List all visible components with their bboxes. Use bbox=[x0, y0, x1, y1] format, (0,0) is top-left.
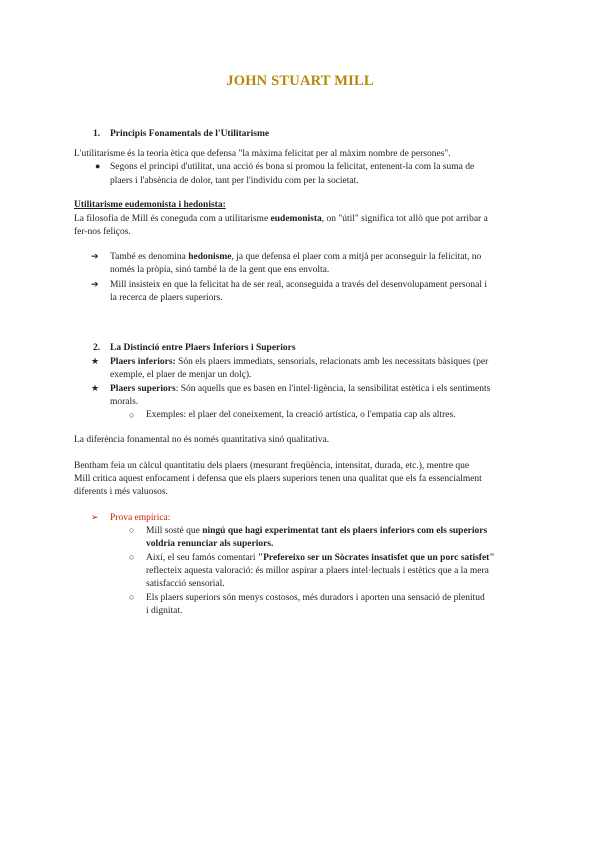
proof-item2-line2: reflecteix aquesta valoració: és millor aspirar a plaers intel·lectuals i estètics que a la mera bbox=[146, 566, 489, 576]
proof-item1-line2: voldria renunciar als superiors. bbox=[146, 539, 274, 549]
star-icon: ★ bbox=[91, 356, 100, 366]
arrow1-line1: També es denomina hedonisme, ja que defensa el plaer com a mitjà per aconseguir la felicitat, no bbox=[110, 252, 482, 262]
star-icon: ★ bbox=[91, 383, 100, 393]
circle-bullet-icon: ○ bbox=[129, 592, 135, 602]
inferior-line2: exemple, el plaer de menjar un dolç). bbox=[110, 370, 252, 380]
bentham-line3: diferents i més valuosos. bbox=[74, 487, 168, 497]
section2-heading: La Distinció entre Plaers Inferiors i Superiors bbox=[110, 343, 296, 353]
section2-number: 2. bbox=[93, 343, 101, 353]
eudemonism-line2: fer-nos feliços. bbox=[74, 227, 131, 237]
proof-label: Prova empírica: bbox=[110, 513, 171, 523]
arrow2-line1: Mill insisteix en que la felicitat ha de ser real, aconseguida a través del desenvolupament personal i bbox=[110, 280, 487, 290]
section1-number: 1. bbox=[93, 129, 101, 139]
superior-line1: Plaers superiors: Són aquells que es basen en l'intel·ligència, la sensibilitat estètica i els sentiments bbox=[110, 384, 491, 394]
section1-bullet-line1: Segons el principi d'utilitat, una acció és bona si promou la felicitat, entenent-la com la suma de bbox=[110, 162, 475, 172]
arrow1-line2: només la pròpia, sinó també la de la gent que ens envolta. bbox=[110, 265, 330, 275]
circle-bullet-icon: ○ bbox=[129, 410, 135, 420]
bentham-line2: Mill critica aquest enfocament i defensa que els plaers superiors tenen una qualitat que els fa essencialment bbox=[74, 474, 482, 484]
arrow2-line2: la recerca de plaers superiors. bbox=[110, 293, 223, 303]
proof-item1-line1: Mill sosté que ningú que hagi experimentat tant els plaers inferiors com els superiors bbox=[146, 526, 488, 536]
proof-item2-line3: satisfacció sensorial. bbox=[146, 579, 225, 589]
section1-intro: L'utilitarisme és la teoria ètica que defensa "la màxima felicitat per al màxim nombre de persones". bbox=[74, 149, 451, 159]
section1-bullet-line2: plaers i l'absència de dolor, tant per l'individu com per la societat. bbox=[110, 176, 359, 186]
proof-item2-line1: Així, el seu famós comentari "Prefereixo ser un Sòcrates insatisfet que un porc satisfet" bbox=[146, 553, 495, 563]
proof-item3-line2: i dignitat. bbox=[146, 606, 183, 616]
eudemonism-heading: Utilitarisme eudemonista i hedonista: bbox=[74, 200, 226, 210]
arrow-right-icon: ➔ bbox=[91, 279, 99, 289]
circle-bullet-icon: ○ bbox=[129, 525, 135, 535]
circle-bullet-icon: ○ bbox=[129, 552, 135, 562]
difference-text: La diferència fonamental no és només quantitativa sinó qualitativa. bbox=[74, 435, 330, 445]
superior-line2: morals. bbox=[110, 397, 139, 407]
inferior-line1: Plaers inferiors: Són els plaers immediats, sensorials, relacionats amb les necessitats bàsiques (per bbox=[110, 357, 489, 367]
arrowhead-icon: ➢ bbox=[91, 512, 99, 522]
document-title: JOHN STUART MILL bbox=[226, 73, 374, 89]
bentham-line1: Bentham feia un càlcul quantitatiu dels plaers (mesurant freqüència, intensitat, durada, etc.), mentre que bbox=[74, 461, 470, 471]
proof-item3-line1: Els plaers superiors són menys costosos, més duradors i aporten una sensació de plenitud bbox=[146, 593, 485, 603]
arrow-right-icon: ➔ bbox=[91, 251, 99, 261]
eudemonism-line1: La filosofia de Mill és coneguda com a utilitarisme eudemonista, on "útil" significa tot allò que pot arribar a bbox=[74, 214, 488, 224]
bullet-icon: ● bbox=[95, 161, 101, 171]
section1-heading: Principis Fonamentals de l'Utilitarisme bbox=[110, 129, 270, 139]
examples-text: Exemples: el plaer del coneixement, la creació artística, o l'empatia cap als altres. bbox=[146, 410, 456, 420]
